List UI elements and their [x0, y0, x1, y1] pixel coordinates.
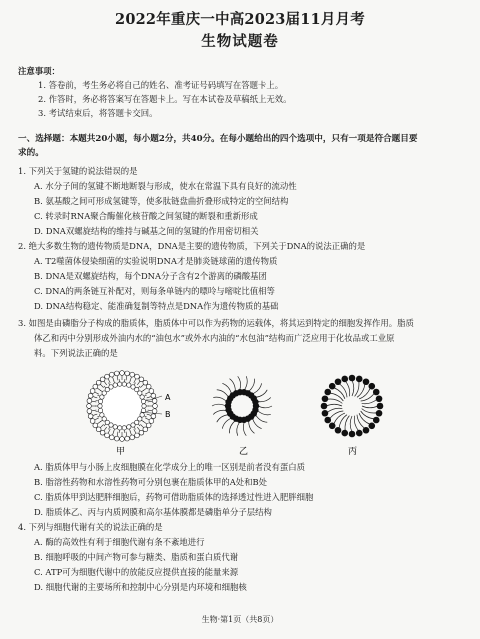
label-bing: 丙: [348, 447, 358, 457]
label-b: B: [165, 410, 171, 419]
question-3-stem-cont: 体乙和丙中分别形成外油内水的“油包水”或外水内油的“水包油”结构而广泛应用于化妆品或工业原: [34, 333, 395, 343]
q4-option-b: B. 细胞呼吸的中间产物可参与糖类、脂质和蛋白质代谢: [34, 552, 239, 562]
q4-option-a: A. 酶的高效性有利于细胞代谢有条不紊地进行: [34, 537, 205, 547]
liposome-yi-diagram: [212, 376, 272, 435]
question-4-stem: 4. 下列与细胞代谢有关的说法正确的是: [18, 522, 163, 532]
question-3-stem-cont: 料。下列说法正确的是: [34, 348, 118, 358]
q1-option-b: B. 氨基酸之间可形成氢键等，使多肽链盘曲折叠形成特定的空间结构: [34, 196, 289, 206]
label-a: A: [165, 393, 171, 402]
exam-subtitle: 生物试题卷: [201, 33, 279, 50]
question-1-stem: 1. 下列关于氢键的说法错误的是: [18, 166, 138, 176]
q1-option-c: C. 转录时RNA聚合酶催化核苷酸之间氢键的断裂和重新形成: [34, 211, 258, 221]
label-jia: 甲: [116, 447, 126, 457]
q4-option-d: D. 细胞代谢的主要场所和控制中心分别是内环境和细胞核: [34, 582, 247, 592]
q2-option-b: B. DNA是双螺旋结构，每个DNA分子含有2个游离的磷酸基团: [34, 271, 267, 281]
question-3-stem: 3. 如图是由磷脂分子构成的脂质体，脂质体中可以作为药物的运载体，将其运到特定的细胞发挥作用。脂质: [18, 318, 414, 328]
liposome-jia-diagram: [87, 371, 162, 442]
q1-option-d: D. DNA双螺旋结构的维持与碱基之间的氢键的作用密切相关: [34, 226, 259, 236]
q3-option-b: B. 脂溶性药物和水溶性药物可分别包裹在脂质体甲的A处和B处: [34, 477, 268, 487]
q2-option-c: C. DNA的两条链互补配对，则每条单链内的嘌呤与嘧啶比值相等: [34, 286, 275, 296]
q4-option-c: C. ATP可为细胞代谢中的放能反应提供直接的能量来源: [34, 567, 239, 577]
exam-title: 2022年重庆一中高2023届11月月考: [115, 11, 365, 28]
liposome-figure: [0, 368, 480, 460]
label-yi: 乙: [239, 447, 249, 457]
q3-option-c: C. 脂质体甲到达肥胖细胞后，药物可借助脂质体的选择透过性进入肥胖细胞: [34, 492, 314, 502]
page-footer: 生物·第1页（共8页）: [201, 615, 279, 624]
q2-option-a: A. T2噬菌体侵染细菌的实验说明DNA才是肺炎链球菌的遗传物质: [34, 256, 278, 266]
note-item: 1. 答卷前，考生务必将自己的姓名、准考证号码填写在答题卡上。: [38, 80, 284, 90]
section-heading: 一、选择题：本题共20小题，每小题2分，共40分。在每小题给出的四个选项中，只有一项是符合题目要: [18, 134, 418, 144]
q3-option-d: D. 脂质体乙、丙与内质网膜和高尔基体膜都是磷脂单分子层结构: [34, 507, 272, 517]
q1-option-a: A. 水分子间的氢键不断地断裂与形成，使水在常温下具有良好的流动性: [34, 181, 297, 191]
q2-option-d: D. DNA结构稳定、能准确复制等特点是DNA作为遗传物质的基础: [34, 301, 279, 311]
notes-heading: 注意事项：: [18, 66, 60, 76]
liposome-bing-diagram: [321, 375, 384, 438]
section-heading-cont: 求的。: [18, 148, 44, 158]
note-item: 3. 考试结束后，将答题卡交回。: [38, 108, 158, 118]
q3-option-a: A. 脂质体甲与小肠上皮细胞膜在化学成分上的唯一区别是前者没有蛋白质: [34, 462, 305, 472]
note-item: 2. 作答时，务必将答案写在答题卡上。写在本试卷及草稿纸上无效。: [38, 94, 292, 104]
question-2-stem: 2. 绝大多数生物的遗传物质是DNA，DNA是主要的遗传物质，下列关于DNA的说法正确的是: [18, 241, 366, 251]
